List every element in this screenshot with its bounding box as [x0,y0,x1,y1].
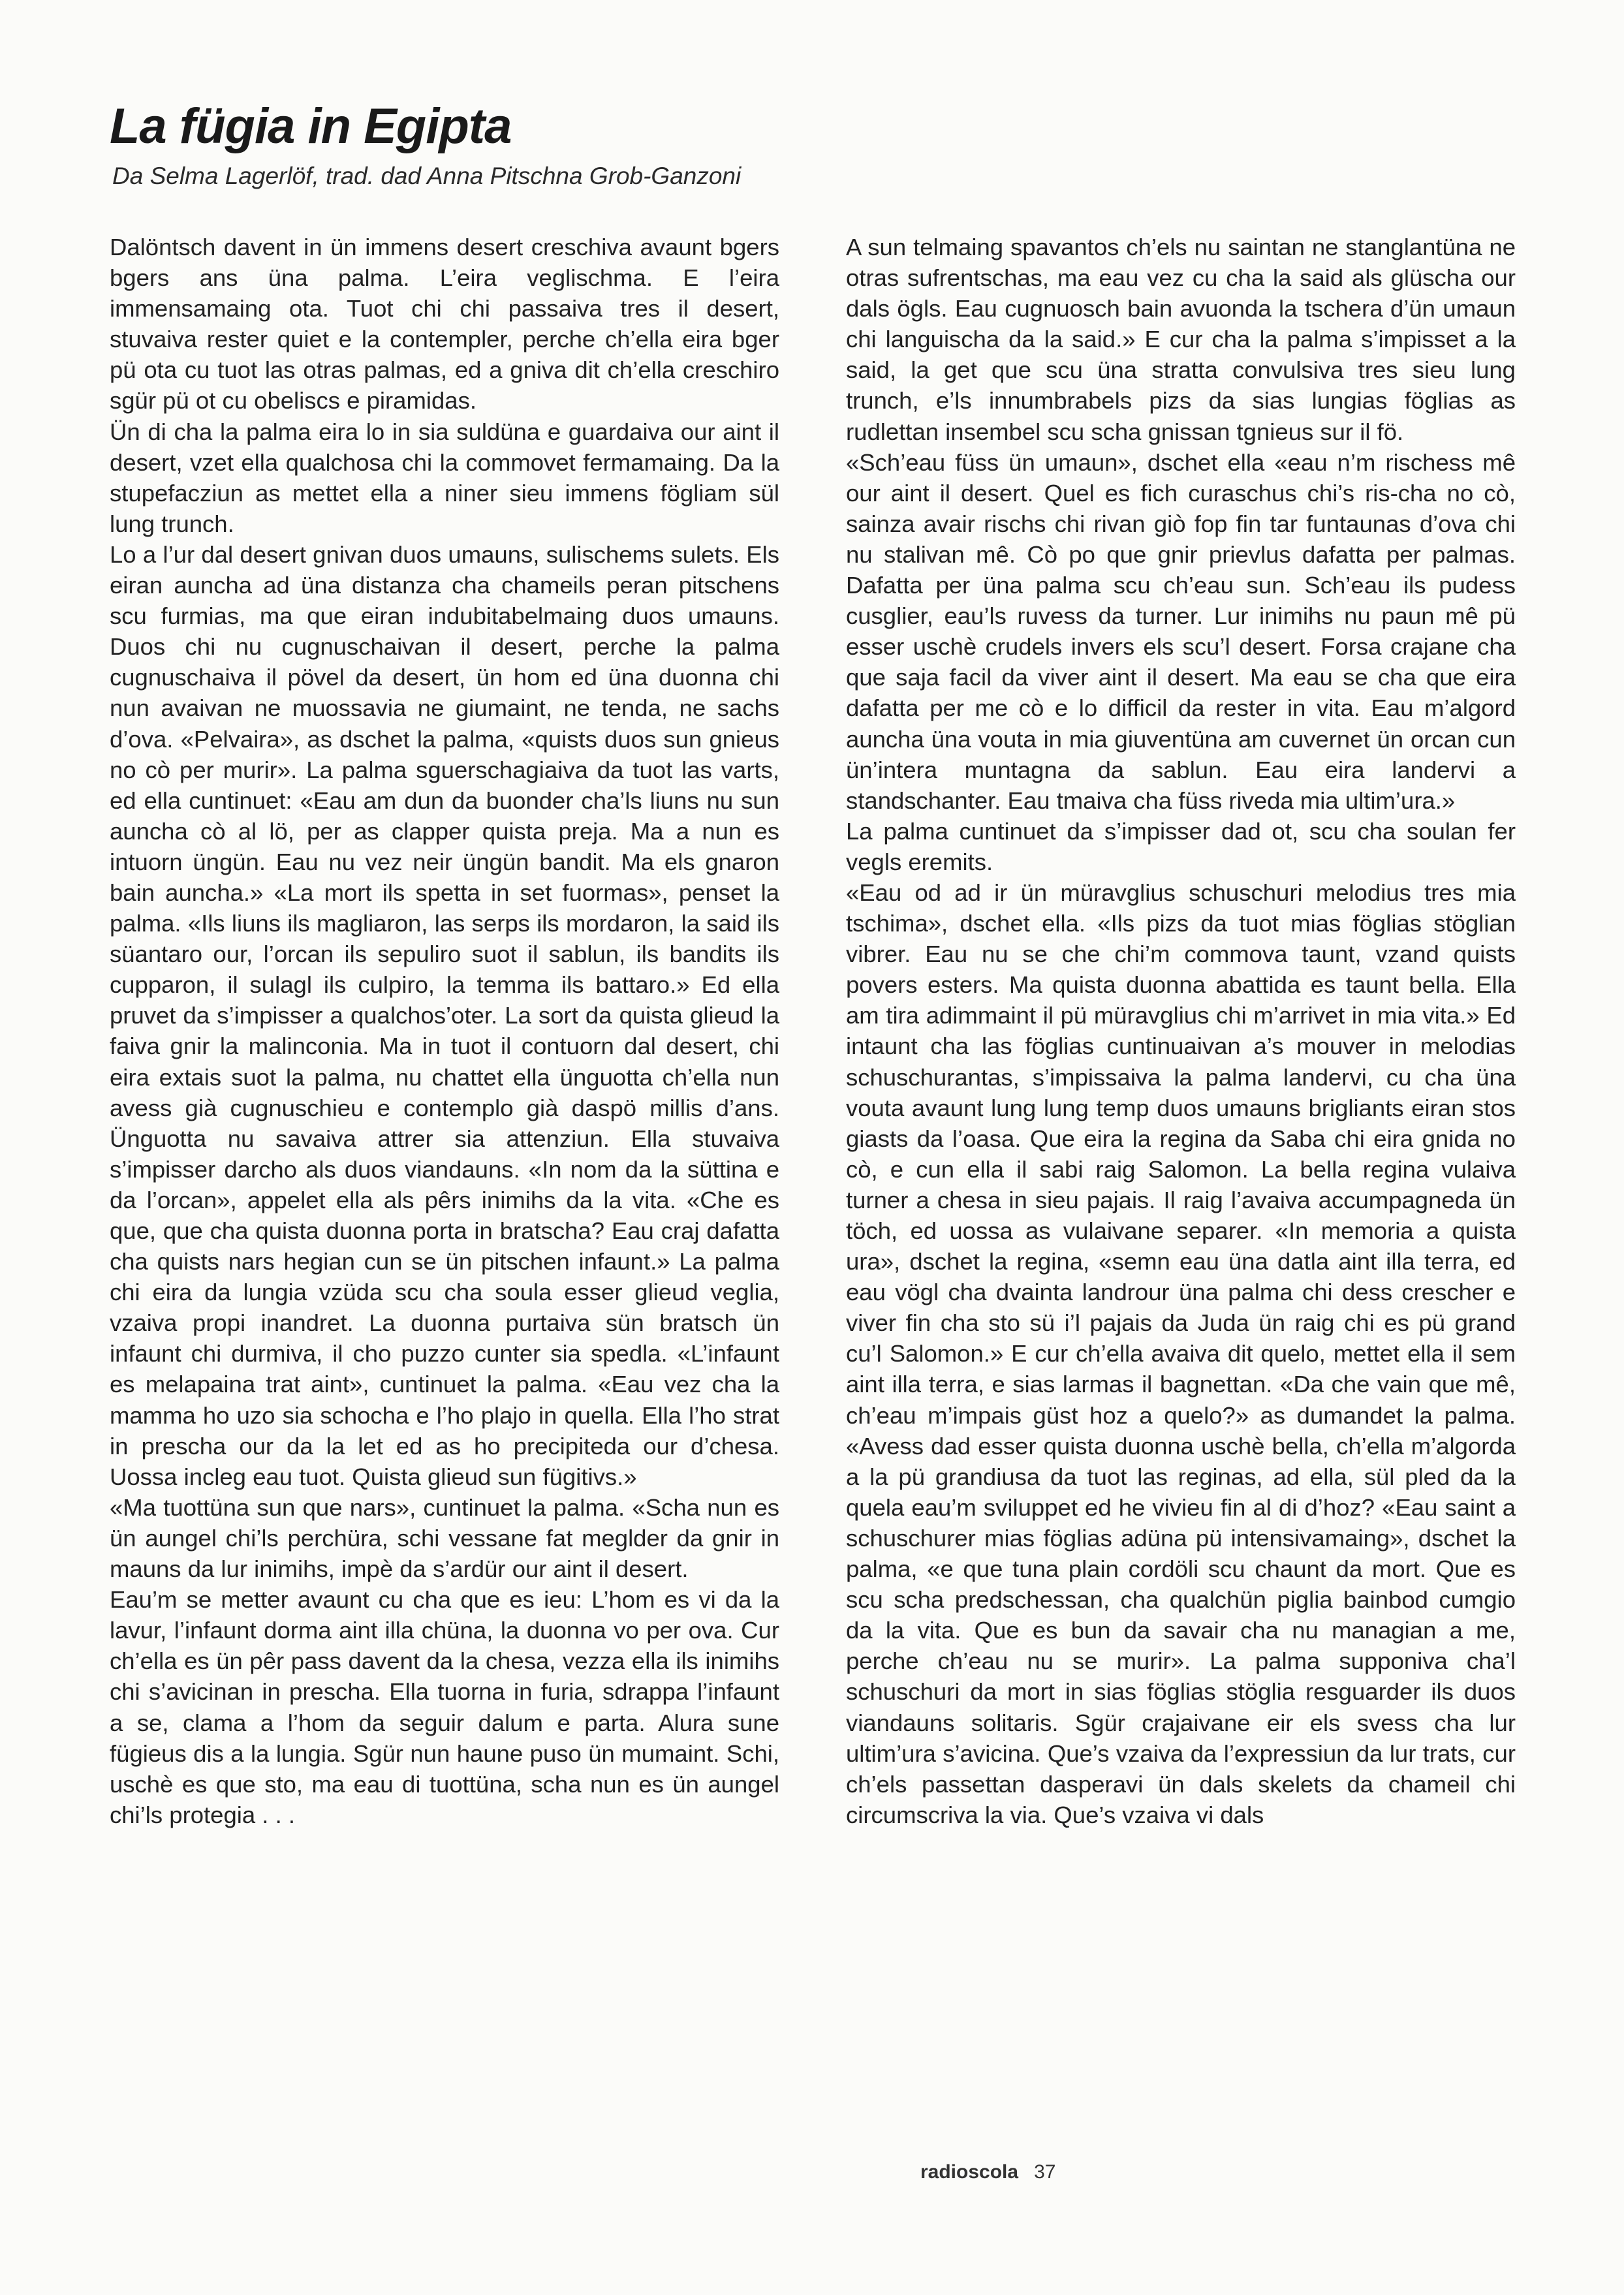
paragraph: «Eau od ad ir ün müravglius schuschuri melodius tres mia tschima», dschet ella. «Ils pizs da tuot mias föglias stöglian vibrer. Eau nu se che chi’m commova taunt, vzand quists povers esters. Ma quista duonna abattida es taunt bella. Ella am tira adimmaint il pü müravglius chi m’arrivet in mia vita.» Ed intaunt cha las föglias cuntinuaivan a’s mouver in melodias schuschurantas, s’impissaiva la palma landervi, cu cha üna vouta avaunt lung lung temp duos umauns brigliants eiran stos giasts da l’oasa. Que eira la regina da Saba chi eira gnida no cò, e cun ella il sabi raig Salomon. La bella regina vulaiva turner a chesa in sieu pajais. Il raig l’avaiva accumpagneda ün töch, ed uossa as vulaivane separer. «In memoria a quista ura», dschet la regina, «semn eau üna datla aint illa terra, ed eau vögl cha dvainta landrour üna palma chi dess crescher e viver fin cha sto sü i’l pajais da Juda ün raig chi es pü grand cu’l Salomon.» E cur ch’ella avaiva dit quelo, mettet ella il sem aint illa terra, e sias larmas il bagnettan. «Da che vain que mê, ch’eau m’impais güst hoz a quelo?» as dumandet la palma. «Avess dad esser quista duonna uschè bella, ch’ella m’algorda a la pü grandiusa da tuot las reginas, ad ella, sül pled da la quela eau’m sviluppet ed he vivieu fin al di d’hoz? «Eau saint a schuschurer mias föglias adüna pü intensivamaing», dschet la palma, «e que tuna plain cordöli scu chaunt da mort. Que es scu scha predschessan, cha qualchün piglia bainbod cumgio da la vita. Que es bun da savair cha nu managian a me, perche ch’eau nu se murir». La palma supponiva cha’l schuschuri da mort in sias föglias stöglia resguarder ils duos viandauns solitaris. Sgür crajaivane eir els svess cha lur ultim’ura s’avicina. Que’s vzaiva da l’expressiun da lur trats, cur ch’els passettan dasperavi ün dals skelets da chameil chi circumscriva la via. Que’s vzaiva vi dals [846,879,1516,1828]
paragraph: Ün di cha la palma eira lo in sia suldüna e guardaiva our aint il desert, vzet ella qualchosa chi la commovet fermamaing. Da la stupefacziun as mettet ella a niner sieu immens fögliam sül lung trunch. [110,418,779,537]
paragraph: La palma cuntinuet da s’impisser dad ot, scu cha soulan fer vegls eremits. [846,817,1516,875]
paragraph: «Sch’eau füss ün umaun», dschet ella «eau n’m rischess mê our aint il desert. Quel es fich curaschus chi’s ris-cha no cò, sainza avair rischs chi rivan giò fop fin tar funtaunas d’ova chi nu stalivan mê. Cò po que gnir prievlus dafatta per palmas. Dafatta per üna palma scu ch’eau sun. Sch’eau ils pudess cusglier, eau’ls ruvess da turner. Lur inimihs nu paun mê pü esser uschè crudels invers els scu’l desert. Forsa crajane cha que saja facil da viver aint il desert. Ma eau se cha que eira dafatta per me cò e lo difficil da rester in vita. Eau m’algord auncha üna vouta in mia giuventüna am cuvernet ün orcan cun ün’intera muntagna da sablun. Eau eira landervi a standschanter. Eau tmaiva cha füss riveda mia ultim’ura.» [846,448,1516,814]
paragraph: «Ma tuottüna sun que nars», cuntinuet la palma. «Scha nun es ün aungel chi’ls perchüra, schi vessane fat meglder da gnir in mauns da lur inimihs, impè da s’ardür our aint il desert. [110,1493,779,1583]
publication-name: radioscola [920,2161,1019,2183]
paragraph: A sun telmaing spavantos ch’els nu saintan ne stanglantüna ne otras sufrentschas, ma eau vez cu cha la said als glüscha our dals ögls. Eau cugnuosch bain avuonda la tschera d’ün umaun chi languischa da la said.» E cur cha la palma s’impisset a la said, la get que scu üna stratta convulsiva tres sieu lung trunch, e’ls innumbrabels pizs da sias lungias föglias as rudlettan insembel scu scha gnissan tgnieus sur il fö. [846,234,1516,445]
page-number: 37 [1034,2161,1056,2183]
paragraph: Eau’m se metter avaunt cu cha que es ieu: L’hom es vi da la lavur, l’infaunt dorma aint illa chüna, la duonna vo per ova. Cur ch’ella es ün pêr pass davent da la chesa, vezza ella ils inimihs chi s’avicinan in prescha. Ella tuorna in furia, sdrappa l’infaunt a se, clama a l’hom da seguir dalum e parta. Alura sune fügieus dis a la lungia. Sgür nun haune puso ün mumaint. Schi, uschè es que sto, ma eau di tuottüna, scha nun es ün aungel chi’ls protegia . . . [110,1586,779,1828]
article-byline: Da Selma Lagerlöf, trad. dad Anna Pitschna Grob-Ganzoni [112,163,742,189]
paragraph: Dalöntsch davent in ün immens desert creschiva avaunt bgers bgers ans üna palma. L’eira veglischma. E l’eira immensamaing ota. Tuot chi chi passaiva tres il desert, stuvaiva rester quiet e la contempler, perche ch’ella eira bger pü ota cu tuot las otras palmas, ed a gniva dit ch’ella creschiro sgür pü ot cu obeliscs e piramidas. [110,234,779,414]
page-footer [920,2159,1055,2185]
text-column-right [846,232,1516,1830]
article-title: La fügia in Egipta [110,99,512,154]
text-column-left [110,232,779,1830]
paragraph: Lo a l’ur dal desert gnivan duos umauns, sulischems sulets. Els eiran auncha ad üna distanza cha chameils peran pitschens scu furmias, ma que eiran indubitabelmaing duos umauns. Duos chi nu cugnuschaivan il desert, perche la palma cugnuschaiva il pövel da desert, ün hom ed üna duonna chi nun avaivan ne muossavia ne giumaint, ne tenda, ne sachs d’ova. «Pelvaira», as dschet la palma, «quists duos sun gnieus no cò per murir». La palma sguerschagiaiva da tuot las varts, ed ella cuntinuet: «Eau am dun da buonder cha’ls liuns nu sun auncha cò al lö, per as clapper quista preja. Ma a nun es intuorn üngün. Eau nu vez neir üngün bandit. Ma els gnaron bain auncha.» «La mort ils spetta in set fuormas», penset la palma. «Ils liuns ils magliaron, las serps ils mordaron, la said ils süantaro our, l’orcan ils sepuliro suot il sablun, ils bandits ils cupparon, il sulagl ils culpiro, la temma ils battaro.» Ed ella pruvet da s’impisser a qualchos’oter. La sort da quista glieud la faiva gnir la malinconia. Ma in tuot il contuorn dal desert, chi eira extais suot la palma, nu chattet ella ünguotta ch’ella nun avess già cugnuschieu e contemplo già daspö millis d’ans. Ünguotta nu savaiva attrer sia attenziun. Ella stuvaiva s’impisser darcho als duos viandauns. «In nom da la süttina e da l’orcan», appelet ella als pêrs inimihs da la vita. «Che es que, que cha quista duonna porta in bratscha? Eau craj dafatta cha quists nars hegian cun se ün pitschen infaunt.» La palma chi eira da lungia vzüda scu cha soula esser glieud veglia, vzaiva propi inandret. La duonna purtaiva sün bratsch ün infaunt chi durmiva, il cho puzzo cunter sia spedla. «L’infaunt es melapaina trat aint», cuntinuet la palma. «Eau vez cha la mamma ho uzo sia schocha e l’ho plajo in quella. Ella l’ho strat in prescha our da la let ed as ho precipiteda our d’chesa. Uossa incleg eau tuot. Quista glieud sun fügitivs.» [110,540,779,1490]
